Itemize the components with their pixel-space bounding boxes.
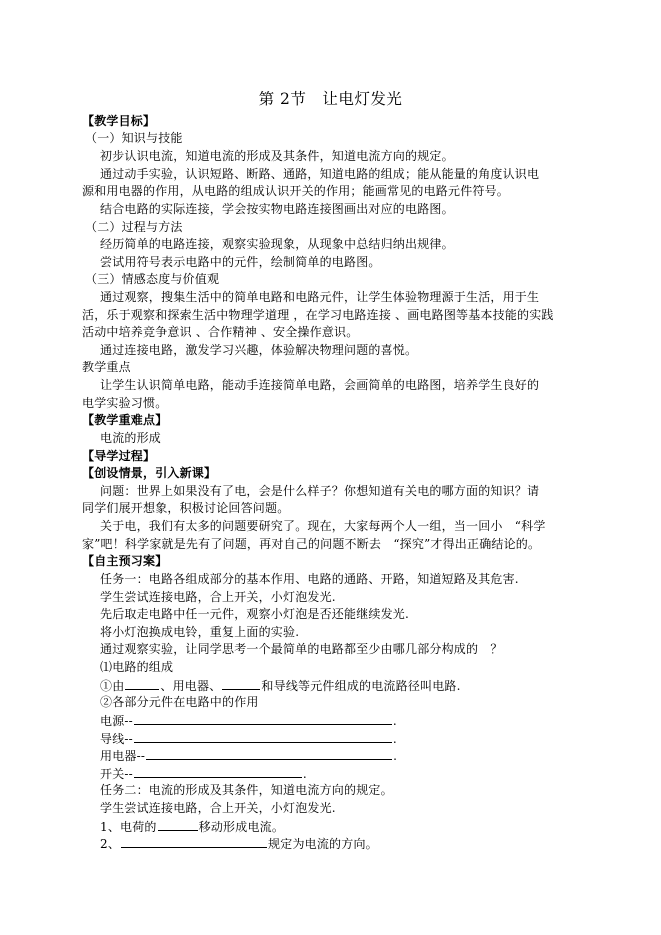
paragraph-line: 经历简单的电路连接，观察实验现象，从现象中总结归纳出规律。: [100, 237, 454, 251]
paragraph-line: ⑴电路的组成: [100, 660, 174, 674]
paragraph-line: 学生尝试连接电路，合上开关，小灯泡发光.: [100, 801, 336, 815]
fill-in-blank-line: [100, 818, 284, 835]
blank-underline[interactable]: [146, 747, 392, 760]
section-heading: 教学重点: [82, 360, 131, 374]
paragraph-line: 关于电，我们有太多的问题要研究了。现在，大家每两个人一组，当一回小 “科学: [100, 519, 546, 533]
page-title: 第 2节 让电灯发光: [258, 90, 403, 108]
paragraph-line: 结合电路的实际连接，学会按实物电路连接图画出对应的电路图。: [100, 202, 454, 216]
paragraph-line: 活，乐于观察和探索生活中物理学道理 ，在学习电路连接 、画电路图等基本技能的实践: [82, 308, 554, 322]
fill-text: .: [392, 714, 397, 728]
fill-text: 移动形成电流。: [198, 820, 285, 834]
blank-underline[interactable]: [134, 765, 302, 778]
fill-in-blank-line: [100, 835, 378, 852]
fill-text: 导线--: [100, 732, 133, 746]
fill-text: 和导线等元件组成的电流路径叫电路.: [261, 679, 461, 693]
fill-text: .: [392, 732, 397, 746]
paragraph-line: 将小灯泡换成电铃，重复上面的实验.: [100, 625, 300, 639]
fill-in-blank-line: [100, 677, 461, 694]
paragraph-line: 先后取走电路中任一元件，观察小灯泡是否还能继续发光.: [100, 607, 410, 621]
fill-text: ①由: [100, 679, 125, 693]
section-heading: 【自主预习案】: [82, 554, 168, 568]
paragraph-line: 任务二：电流的形成及其条件，知道电流方向的规定。: [100, 783, 393, 797]
subheading: （三）情感态度与价值观: [85, 272, 220, 286]
paragraph-line: 任务一：电路各组成部分的基本作用、电路的通路、开路，知道短路及其危害.: [100, 572, 519, 586]
fill-text: .: [302, 767, 307, 781]
fill-in-blank-line: [100, 747, 397, 764]
blank-underline[interactable]: [125, 677, 159, 690]
paragraph-line: 家”吧！科学家就是先有了问题，再对自己的问题不断去 “探究”才得出正确结论的。: [82, 537, 541, 551]
fill-text: .: [393, 749, 398, 763]
subheading: （一）知识与技能: [85, 131, 183, 145]
paragraph-line: 通过观察实验，让同学思考一个最简单的电路都至少由哪几部分构成的 ？: [100, 642, 503, 656]
fill-text: 1、电荷的: [100, 820, 157, 834]
paragraph-line: 初步认识电流，知道电流的形成及其条件，知道电流方向的规定。: [100, 149, 454, 163]
section-heading: 【创设情景，引入新课】: [82, 466, 217, 480]
fill-text: 用电器--: [100, 749, 146, 763]
paragraph-line: 让学生认识简单电路，能动手连接简单电路，会画简单的电路图，培养学生良好的: [100, 378, 540, 392]
section-heading: 【教学重难点】: [82, 413, 168, 427]
paragraph-line: 源和用电器的作用，从电路的组成认识开关的作用；能画常见的电路元件符号。: [82, 184, 510, 198]
fill-text: 电源--: [100, 714, 133, 728]
blank-underline[interactable]: [158, 818, 198, 831]
paragraph-line: 尝试用符号表示电路中的元件，绘制简单的电路图。: [100, 255, 381, 269]
fill-text: 规定为电流的方向。: [268, 837, 378, 851]
section-heading: 【教学目标】: [82, 114, 156, 128]
blank-underline[interactable]: [134, 730, 392, 743]
paragraph-line: 通过观察，搜集生活中的简单电路和电路元件，让学生体验物理源于生活，用于生: [100, 290, 540, 304]
fill-text: 开关--: [100, 767, 133, 781]
paragraph-line: 通过连接电路，激发学习兴趣，体验解决物理问题的喜悦。: [100, 343, 418, 357]
paragraph-line: 电学实验习惯。: [82, 396, 168, 410]
subheading: （二）过程与方法: [85, 220, 183, 234]
fill-text: 2、: [100, 837, 121, 851]
paragraph-line: 通过动手实验，认识短路、断路、通路，知道电路的组成；能从能量的角度认识电: [100, 167, 540, 181]
fill-in-blank-line: [100, 765, 307, 782]
paragraph-line: 问题：世界上如果没有了电，会是什么样子？你想知道有关电的哪方面的知识？请: [100, 484, 540, 498]
paragraph-line: 同学们展开想象，积极讨论回答问题。: [82, 501, 290, 515]
fill-text: 、用电器、: [160, 679, 222, 693]
paragraph-line: ②各部分元件在电路中的作用: [100, 695, 259, 709]
paragraph-line: 电流的形成: [100, 431, 162, 445]
paragraph-line: 活动中培养竞争意识 、合作精神 、安全操作意识。: [82, 325, 359, 339]
paragraph-line: 学生尝试连接电路，合上开关，小灯泡发光.: [100, 590, 336, 604]
fill-in-blank-line: [100, 730, 397, 747]
blank-underline[interactable]: [121, 835, 267, 848]
fill-in-blank-line: [100, 712, 397, 729]
blank-underline[interactable]: [134, 712, 392, 725]
blank-underline[interactable]: [222, 677, 260, 690]
section-heading: 【导学过程】: [82, 449, 156, 463]
